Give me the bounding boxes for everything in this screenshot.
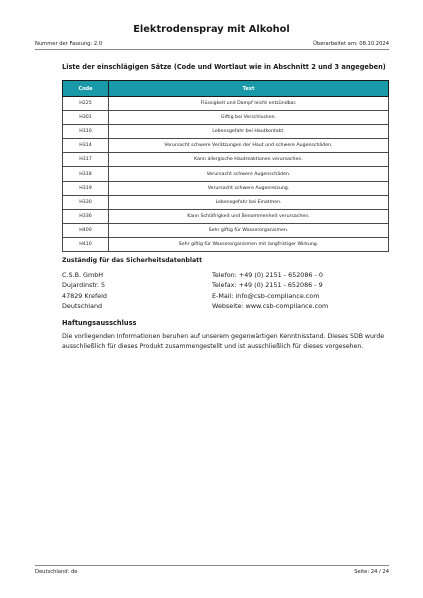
hazard-code-cell: H314 bbox=[63, 139, 109, 153]
hazard-code-cell: H336 bbox=[63, 209, 109, 223]
disclaimer-text: Die vorliegenden Informationen beruhen auf unserem gegenwärtigen Kenntnisstand. Dieses SDB wurde ausschließlich für dieses Produkt zusammengestellt und ist ausschließlich für dieses vorgesehen. bbox=[62, 333, 385, 351]
hazard-code-cell: H301 bbox=[63, 111, 109, 125]
footer-page-number: Seite: 24 / 24 bbox=[354, 569, 389, 575]
document-title: Elektrodenspray mit Alkohol bbox=[133, 24, 290, 35]
hazard-text-cell: Verursacht schwere Augenreizung. bbox=[109, 181, 389, 195]
table-row bbox=[63, 209, 389, 223]
hazard-text-cell: Flüssigkeit und Dampf leicht entzündbar. bbox=[109, 97, 389, 111]
version-label: Nummer der Fassung: 2.0 bbox=[35, 41, 103, 47]
address-line: 47829 Krefeld bbox=[62, 291, 107, 300]
hazard-code-cell: H319 bbox=[63, 181, 109, 195]
table-row bbox=[63, 223, 389, 237]
hazard-code-cell: H318 bbox=[63, 167, 109, 181]
table-row bbox=[63, 125, 389, 139]
hazard-code-cell: H317 bbox=[63, 153, 109, 167]
table-row bbox=[63, 181, 389, 195]
table-row bbox=[63, 237, 389, 251]
footer-country: Deutschland: de bbox=[35, 569, 78, 575]
table-row bbox=[63, 111, 389, 125]
fax-line: Telefax: +49 (0) 2151 - 652086 - 9 bbox=[212, 281, 323, 290]
address-line: Dujardinstr. 5 bbox=[62, 281, 106, 290]
company-address bbox=[62, 270, 107, 311]
table-row bbox=[63, 153, 389, 167]
revised-date-label: Überarbeitet am: 08.10.2024 bbox=[313, 41, 389, 47]
responsible-heading: Zuständig für das Sicherheitsdatenblatt bbox=[62, 257, 203, 264]
hazard-text-cell: Lebensgefahr bei Einatmen. bbox=[109, 195, 389, 209]
hazard-code-cell: H400 bbox=[63, 223, 109, 237]
hazard-text-cell: Giftig bei Verschlucken. bbox=[109, 111, 389, 125]
disclaimer-heading: Haftungsausschluss bbox=[62, 319, 137, 327]
column-header-code: Code bbox=[63, 81, 109, 97]
address-line: Deutschland bbox=[62, 301, 103, 310]
table-row bbox=[63, 195, 389, 209]
email-link[interactable]: E-Mail: info@csb-compliance.com bbox=[212, 291, 320, 300]
header-divider bbox=[35, 49, 389, 50]
company-contact bbox=[212, 270, 328, 311]
hazard-code-cell: H410 bbox=[63, 237, 109, 251]
hazard-code-cell: H225 bbox=[63, 97, 109, 111]
table-row bbox=[63, 139, 389, 153]
hazard-code-cell: H310 bbox=[63, 125, 109, 139]
table-row bbox=[63, 97, 389, 111]
address-line: C.S.B. GmbH bbox=[62, 271, 104, 279]
section-heading: Liste der einschlägigen Sätze (Code und Wortlaut wie in Abschnitt 2 und 3 angegeben) bbox=[62, 63, 386, 71]
hazard-text-cell: Verursacht schwere Augenschäden. bbox=[109, 167, 389, 181]
phone-line: Telefon: +49 (0) 2151 - 652086 - 0 bbox=[212, 271, 323, 279]
website-link[interactable]: Webseite: www.csb-compliance.com bbox=[212, 301, 329, 310]
table-header-row bbox=[63, 81, 389, 97]
hazard-code-cell: H330 bbox=[63, 195, 109, 209]
hazard-text-cell: Kann allergische Hautreaktionen verursachen. bbox=[109, 153, 389, 167]
hazard-text-cell: Sehr giftig für Wasserorganismen mit langfristiger Wirkung. bbox=[109, 237, 389, 251]
footer-divider bbox=[35, 565, 389, 566]
hazard-text-cell: Sehr giftig für Wasserorganismen. bbox=[109, 223, 389, 237]
hazard-text-cell: Lebensgefahr bei Hautkontakt. bbox=[109, 125, 389, 139]
hazard-text-cell: Kann Schläfrigkeit und Benommenheit verursachen. bbox=[109, 209, 389, 223]
hazard-text-cell: Verursacht schwere Verätzungen der Haut und schwere Augenschäden. bbox=[109, 139, 389, 153]
column-header-text: Text bbox=[109, 81, 389, 97]
hazard-statements-table bbox=[62, 80, 389, 252]
table-row bbox=[63, 167, 389, 181]
